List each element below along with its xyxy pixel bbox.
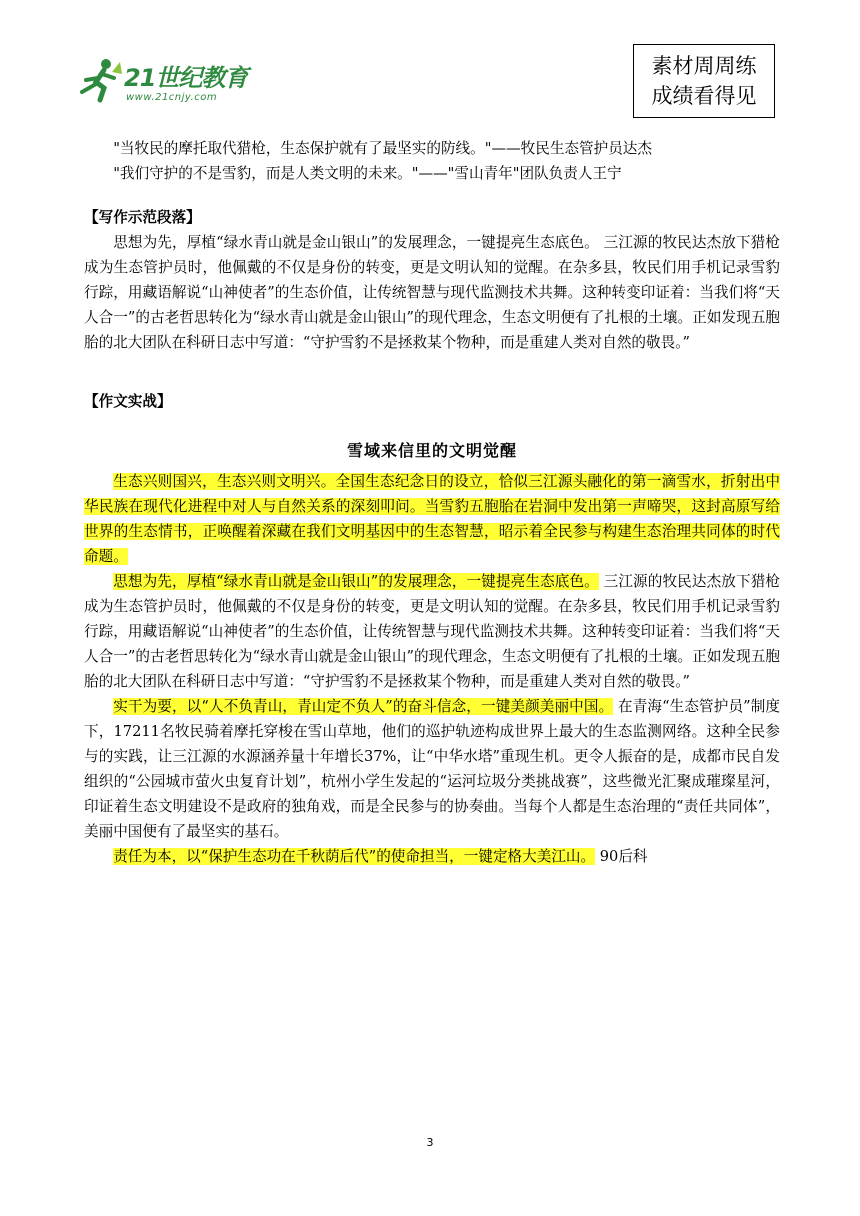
- page-number: 3: [426, 1136, 434, 1149]
- slogan-line-1: 素材周周练: [651, 54, 757, 78]
- practice-heading: 【作文实战】: [84, 393, 172, 410]
- sample-heading: 【写作示范段落】: [84, 209, 201, 226]
- runner-logo-icon: [76, 58, 124, 104]
- essay-paragraph-2: [84, 569, 780, 694]
- sample-paragraph: 思想为先，厚植“绿水青山就是金山银山”的发展理念，一键提亮生态底色。 三江源的牧民达杰放下猎枪成为生态管护员时，他佩戴的不仅是身份的转变，更是文明认知的觉醒。在杂多县，牧民们用手机记录雪豹行踪，用藏语解说“山神使者”的生态价值，让传统智慧与现代监测技术共舞。这种转变印证着：当我们将“天人合一”的古老哲思转化为“绿水青山就是金山银山”的现代理念，生态文明便有了扎根的土壤。正如发现五胞胎的北大团队在科研日志中写道：“守护雪豹不是拯救某个物种，而是重建人类对自然的敬畏。”: [84, 234, 780, 351]
- quote-1: "当牧民的摩托取代猎枪，生态保护就有了最坚实的防线。"——牧民生态管护员达杰: [113, 140, 652, 157]
- paragraph-2-text: 三江源的牧民达杰放下猎枪成为生态管护员时，他佩戴的不仅是身份的转变，更是文明认知的觉醒。在杂多县，牧民们用手机记录雪豹行踪，用藏语解说“山神使者”的生态价值，让传统智慧与现代监测技术共舞。这种转变印证着：当我们将“天人合一”的古老哲思转化为“绿水青山就是金山银山”的现代理念，生态文明便有了扎根的土壤。正如发现五胞胎的北大团队在科研日志中写道：“守护雪豹不是拯救某个物种，而是重建人类对自然的敬畏。”: [84, 573, 780, 690]
- essay-paragraph-1: [84, 469, 780, 569]
- paragraph-4-text: 90后科: [595, 848, 648, 865]
- highlight-4: 责任为本，以“保护生态功在千秋荫后代”的使命担当，一键定格大美江山。: [113, 848, 596, 865]
- page-content: [84, 136, 780, 869]
- paragraph-3-text: 在青海“生态管护员”制度下，17211名牧民骑着摩托穿梭在雪山草地，他们的巡护轨迹构成世界上最大的生态监测网络。这种全民参与的实践，让三江源的水源涵养量十年增长37%，让“中华水塔”重现生机。更令人振奋的是，成都市民自发组织的“公园城市萤火虫复育计划”，杭州小学生发起的“运河垃圾分类挑战赛”，这些微光汇聚成璀璨星河，印证着生态文明建设不是政府的独角戏，而是全民参与的协奏曲。当每个人都是生态治理的“责任共同体”，美丽中国便有了最坚实的基石。: [84, 698, 781, 840]
- logo-url: www.21cnjy.com: [126, 92, 218, 103]
- essay-title: 雪域来信里的文明觉醒: [346, 441, 517, 460]
- slogan-line-2: 成绩看得见: [651, 84, 757, 108]
- slogan-box: [633, 44, 775, 118]
- highlight-3: 实干为要，以“人不负青山，青山定不负人”的奋斗信念，一键美颜美丽中国。: [113, 698, 614, 715]
- logo-text: 21世纪教育: [124, 64, 248, 92]
- quote-2: "我们守护的不是雪豹，而是人类文明的未来。"——"雪山青年"团队负责人王宁: [113, 165, 622, 182]
- essay-paragraph-4: [84, 844, 780, 869]
- highlight-1: 生态兴则国兴，生态兴则文明兴。全国生态纪念日的设立，恰似三江源头融化的第一滴雪水，折射出中华民族在现代化进程中对人与自然关系的深刻叩问。当雪豹五胞胎在岩洞中发出第一声啼哭，这封高原写给世界的生态情书，正唤醒着深藏在我们文明基因中的生态智慧，昭示着全民参与构建生态治理共同体的时代命题。: [84, 473, 780, 565]
- essay-paragraph-3: [84, 694, 780, 844]
- highlight-2: 思想为先，厚植“绿水青山就是金山银山”的发展理念，一键提亮生态底色。: [113, 573, 599, 590]
- site-logo: [76, 58, 256, 108]
